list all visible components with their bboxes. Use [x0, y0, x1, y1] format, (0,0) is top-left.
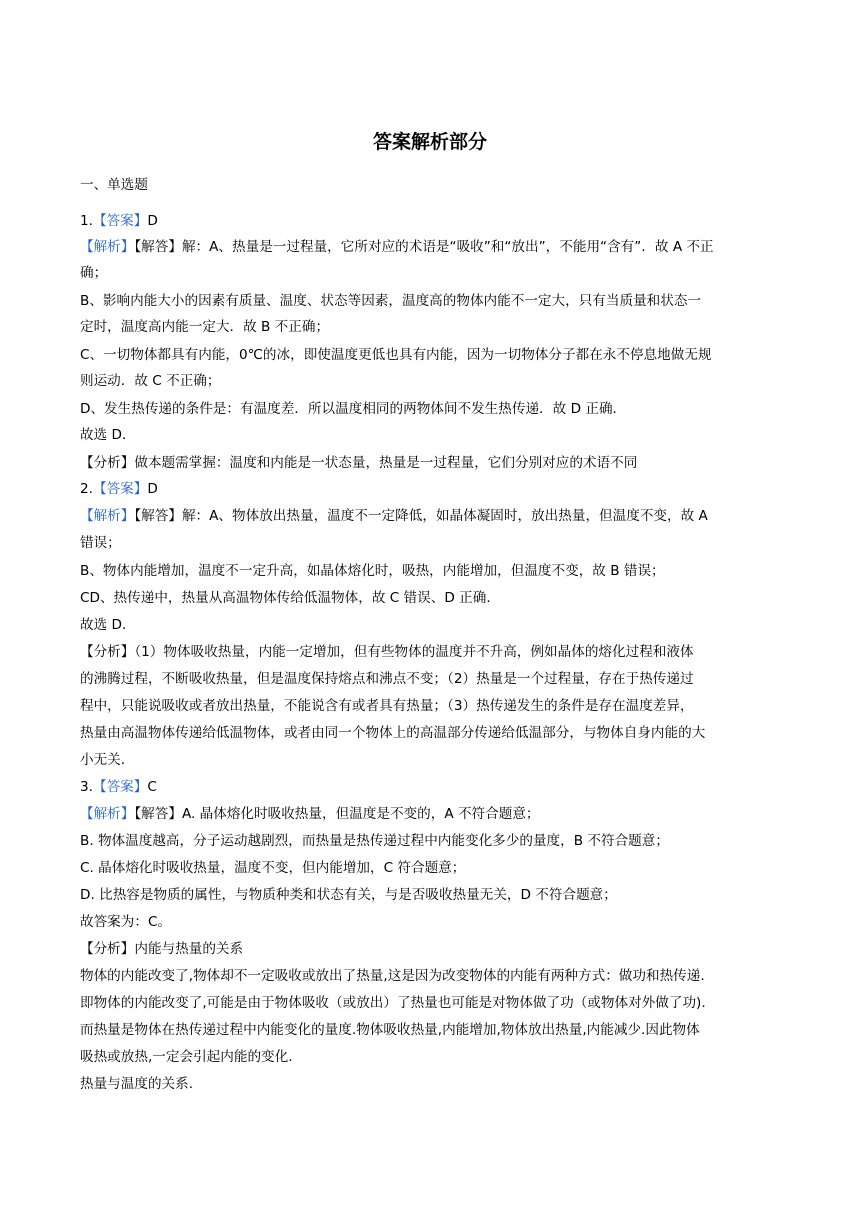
- q3-text: 故答案为：C。: [80, 914, 172, 930]
- q3-text: 物体的内能改变了,物体却不一定吸收或放出了热量,这是因为改变物体的内能有两种方式：做功和热传递.: [80, 968, 705, 984]
- q2-number: 2.: [80, 481, 93, 497]
- q1-solution-line: [80, 234, 785, 260]
- q2-answer-line: [80, 476, 785, 502]
- q2-analysis: 【分析】（1）物体吸收热量，内能一定增加，但有些物体的温度并不升高，例如晶体的熔化过程和液体: [80, 644, 694, 660]
- q1-text: 故选 D．: [80, 427, 136, 443]
- q1-text: C、一切物体都具有内能，0℃的冰，即使温度更低也具有内能，因为一切物体分子都在永不停息地做无规: [80, 347, 712, 363]
- q2-text: 的沸腾过程，不断吸收热量，但是温度保持熔点和沸点不变；（2）热量是一个过程量，存在于热传递过: [80, 671, 694, 687]
- q3-text: D. 比热容是物质的属性，与物质种类和状态有关，与是否吸收热量无关，D 不符合题意；: [80, 887, 617, 903]
- q1-answer-line: [80, 208, 785, 234]
- q3-text: 【解答】A. 晶体熔化时吸收热量，但温度是不变的，A 不符合题意；: [134, 806, 540, 822]
- q2-text: B、物体内能增加，温度不一定升高，如晶体熔化时，吸热，内能增加，但温度不变，故 B 错误；: [80, 563, 665, 579]
- q2-text: 故选 D．: [80, 617, 136, 633]
- page-title: 答案解析部分: [372, 131, 487, 153]
- q3-analysis: 【分析】内能与热量的关系: [80, 941, 244, 957]
- q1-text: 则运动．故 C 不正确；: [80, 373, 221, 389]
- q3-text: 而热量是物体在热传递过程中内能变化的量度.物体吸收热量,内能增加,物体放出热量,内能减少.因此物体: [80, 1022, 700, 1038]
- q1-answer: D: [147, 213, 158, 229]
- q1-text: B、影响内能大小的因素有质量、温度、状态等因素，温度高的物体内能不一定大，只有当质量和状态一: [80, 293, 702, 309]
- q1-number: 1.: [80, 213, 93, 229]
- q1-jiexi-tag: 【解析】: [80, 239, 135, 255]
- q2-text: 【解答】解：A、物体放出热量，温度不一定降低，如晶体凝固时，放出热量，但温度不变，故 A: [134, 508, 708, 524]
- q1-text: 确；: [80, 265, 108, 281]
- section-heading: 一、单选题: [80, 177, 148, 193]
- q3-text: 热量与温度的关系.: [80, 1076, 194, 1092]
- q3-text: B. 物体温度越高，分子运动越剧烈，而热量是热传递过程中内能变化多少的量度，B 不符合题意；: [80, 833, 669, 849]
- q2-answer-tag: 【答案】: [92, 481, 148, 497]
- q3-text: C. 晶体熔化时吸收热量，温度不变，但内能增加，C 符合题意；: [80, 860, 466, 876]
- q2-jiexi-tag: 【解析】: [80, 508, 135, 524]
- q1-answer-tag: 【答案】: [92, 213, 148, 229]
- q3-number: 3.: [80, 779, 93, 795]
- q2-text: 程中，只能说吸收或者放出热量，不能说含有或者具有热量；（3）热传递发生的条件是存在温度差异，: [80, 698, 694, 714]
- q2-answer: D: [147, 481, 158, 497]
- q2-text: CD、热传递中，热量从高温物体传给低温物体，故 C 错误、D 正确．: [80, 590, 500, 606]
- q3-answer-tag: 【答案】: [92, 779, 148, 795]
- q1-text: D、发生热传递的条件是：有温度差．所以温度相同的两物体间不发生热传递．故 D 正确．: [80, 401, 627, 417]
- q2-text: 错误；: [80, 535, 121, 551]
- q1-analysis: 【分析】做本题需掌握：温度和内能是一状态量，热量是一过程量，它们分别对应的术语不同: [80, 455, 638, 471]
- q2-text: 小无关．: [80, 752, 135, 768]
- q3-answer-line: [80, 774, 785, 800]
- q3-text: 吸热或放热,一定会引起内能的变化.: [80, 1049, 293, 1065]
- q2-text: 热量由高温物体传递给低温物体，或者由同一个物体上的高温部分传递给低温部分，与物体自身内能的大: [80, 725, 706, 741]
- q3-answer: C: [147, 779, 157, 795]
- q3-jiexi-tag: 【解析】: [80, 806, 135, 822]
- q1-text: 【解答】解：A、热量是一过程量，它所对应的术语是“吸收”和“放出”，不能用“含有”．故 A 不正: [134, 239, 714, 255]
- q3-solution-line: [80, 801, 785, 827]
- q3-text: 即物体的内能改变了,可能是由于物体吸收（或放出）了热量也可能是对物体做了功（或物体对外做了功).: [80, 995, 706, 1011]
- q1-text: 定时，温度高内能一定大．故 B 不正确；: [80, 319, 330, 335]
- q2-solution-line: [80, 503, 785, 529]
